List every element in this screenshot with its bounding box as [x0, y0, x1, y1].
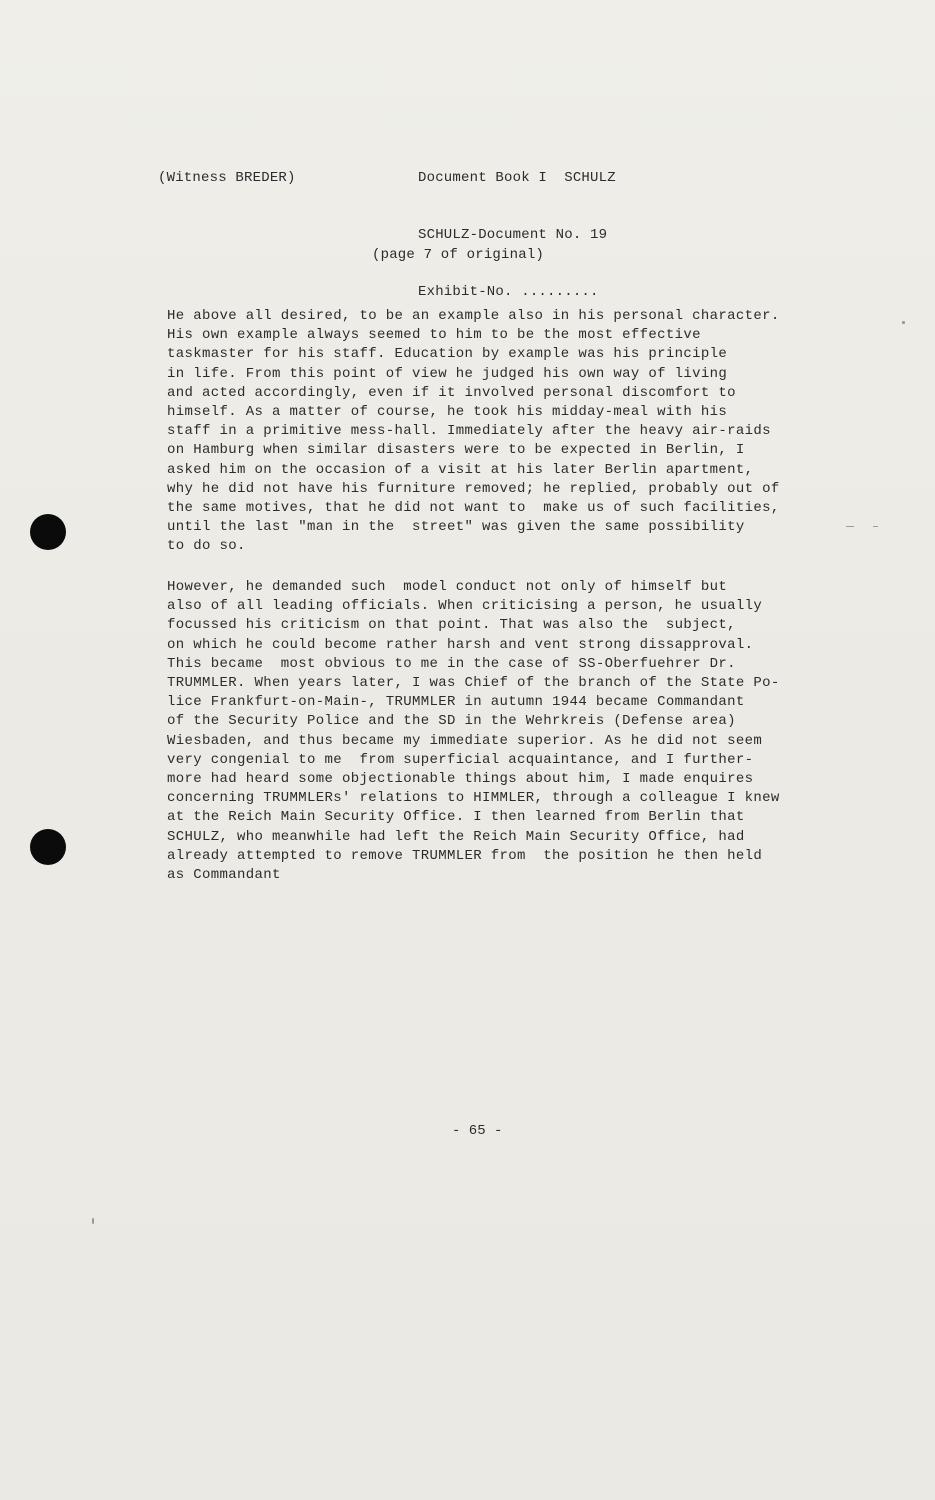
paper-speck — [902, 321, 905, 324]
page-number: - 65 - — [452, 1123, 503, 1139]
text-line: on Hamburg when similar disasters were to be expected in Berlin, I — [167, 442, 745, 459]
punch-hole-bottom — [30, 829, 66, 865]
witness-label: (Witness BREDER) — [158, 170, 296, 186]
text-line: until the last "man in the street" was given the same possibility — [167, 519, 745, 536]
paper-speck — [92, 1218, 94, 1224]
paragraph-1 — [167, 307, 780, 557]
exhibit-number-label: Exhibit-No. ......... — [418, 284, 599, 300]
text-line: His own example always seemed to him to be the most effective — [167, 327, 701, 344]
punch-hole-top — [30, 514, 66, 550]
text-line: already attempted to remove TRUMMLER from the position he then held — [167, 847, 763, 864]
text-line: This became most obvious to me in the case of SS-Oberfuehrer Dr. — [167, 655, 736, 672]
text-line: He above all desired, to be an example also in his personal character. — [167, 308, 780, 324]
text-line: why he did not have his furniture removed; he replied, probably out of — [167, 480, 780, 497]
text-line: very congenial to me from superficial acquaintance, and I further- — [167, 751, 754, 768]
text-line: TRUMMLER. When years later, I was Chief of the branch of the State Po- — [167, 675, 780, 692]
text-line: and acted accordingly, even if it involved personal discomfort to — [167, 384, 736, 401]
document-number-label: SCHULZ-Document No. 19 — [418, 227, 608, 243]
text-line: focussed his criticism on that point. That was also the subject, — [167, 617, 736, 634]
text-line: in life. From this point of view he judged his own way of living — [167, 365, 728, 382]
text-line: of the Security Police and the SD in the Wehrkreis (Defense area) — [167, 713, 736, 730]
text-line: staff in a primitive mess-hall. Immediately after the heavy air-raids — [167, 423, 771, 440]
text-line: asked him on the occasion of a visit at his later Berlin apartment, — [167, 461, 754, 478]
paragraph-2 — [167, 578, 780, 885]
text-line: the same motives, that he did not want to make us of such facilities, — [167, 500, 780, 517]
paper-speck — [873, 526, 878, 527]
text-line: more had heard some objectionable things about him, I made enquires — [167, 771, 754, 788]
text-line: also of all leading officials. When criticising a person, he usually — [167, 598, 763, 615]
text-line: himself. As a matter of course, he took his midday-meal with his — [167, 404, 728, 421]
text-line: at the Reich Main Security Office. I then learned from Berlin that — [167, 809, 745, 826]
paper-speck — [846, 526, 854, 527]
original-page-reference: (page 7 of original) — [372, 247, 545, 263]
text-line: However, he demanded such model conduct not only of himself but — [167, 579, 728, 595]
document-book-label: Document Book I SCHULZ — [418, 170, 616, 186]
text-line: Wiesbaden, and thus became my immediate superior. As he did not seem — [167, 732, 763, 749]
text-line: taskmaster for his staff. Education by example was his principle — [167, 346, 728, 363]
text-line: concerning TRUMMLERs' relations to HIMMLER, through a colleague I knew — [167, 790, 780, 807]
text-line: to do so. — [167, 538, 246, 555]
text-line: SCHULZ, who meanwhile had left the Reich Main Security Office, had — [167, 828, 745, 845]
text-line: on which he could become rather harsh and vent strong dissapproval. — [167, 636, 754, 653]
text-line: lice Frankfurt-on-Main-, TRUMMLER in autumn 1944 became Commandant — [167, 694, 745, 711]
text-line: as Commandant — [167, 867, 281, 884]
